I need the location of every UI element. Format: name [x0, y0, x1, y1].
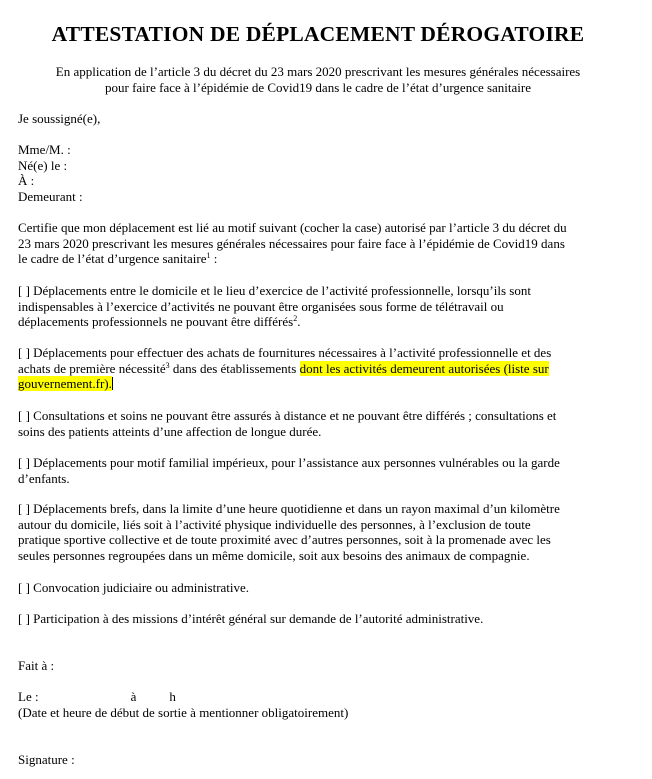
- name-label: Mme/M. :: [18, 142, 71, 157]
- birth-date-label: Né(e) le :: [18, 158, 68, 173]
- reason-work: [18, 283, 628, 330]
- certify-line-end: :: [210, 251, 218, 266]
- signature-label: Signature :: [18, 752, 75, 767]
- address-label: Demeurant :: [18, 189, 83, 204]
- reason-line: [18, 361, 628, 377]
- reason-line: [18, 314, 628, 330]
- highlighted-text: dont les activités demeurent autorisées (liste sur: [299, 360, 549, 376]
- certify-line: [18, 251, 628, 267]
- certify-line: Certifie que mon déplacement est lié au motif suivant (cocher la case) autorisé par l’article 3 du décret du: [18, 220, 567, 235]
- reason-line: pratique sportive collective et de toute proximité avec d’autres personnes, soit à la promenade avec les: [18, 532, 551, 547]
- hour-label: h: [169, 689, 176, 704]
- reason-line: [18, 376, 628, 392]
- reason-family: [18, 455, 628, 486]
- reason-health: [18, 408, 628, 439]
- time-at-label: à: [130, 689, 137, 704]
- reason-line-text: achats de première nécessité: [18, 360, 166, 376]
- date-label: Le :: [18, 689, 39, 704]
- document-title: ATTESTATION DE DÉPLACEMENT DÉROGATOIRE: [51, 22, 585, 46]
- date-note: (Date et heure de début de sortie à mentionner obligatoirement): [18, 705, 349, 720]
- subtitle-line: pour faire face à l’épidémie de Covid19 dans le cadre de l’état d’urgence sanitaire: [104, 80, 532, 95]
- reason-summons: [ ] Convocation judiciaire ou administrative.: [18, 580, 250, 595]
- reason-line: indispensables à l’exercice d’activités ne pouvant être organisées sous forme de télétravail ou: [18, 298, 504, 314]
- reason-general-interest: [ ] Participation à des missions d’intérêt général sur demande de l’autorité administrative.: [18, 611, 484, 626]
- certify-paragraph: [18, 220, 628, 267]
- reason-line: d’enfants.: [18, 470, 70, 486]
- text-cursor: [112, 377, 113, 390]
- footnote-ref: 1: [206, 251, 211, 260]
- subtitle-line: En application de l’article 3 du décret du 23 mars 2020 prescrivant les mesures générales nécessaires: [55, 64, 581, 79]
- reason-short-outing: [18, 501, 628, 563]
- reason-line: [ ] Consultations et soins ne pouvant être assurés à distance et ne pouvant être différés ; consultations et: [18, 408, 557, 423]
- intro-text: Je soussigné(e),: [18, 111, 101, 126]
- reason-line-text: déplacements professionnels ne pouvant être différés: [18, 314, 294, 329]
- reason-line: [ ] Déplacements entre le domicile et le lieu d’exercice de l’activité professionnelle, lorsqu’ils sont: [18, 283, 531, 298]
- certify-line: 23 mars 2020 prescrivant les mesures générales nécessaires pour faire face à l’épidémie de Covid19 dans: [18, 235, 565, 251]
- footnote-ref: 3: [165, 360, 170, 370]
- made-at-label: Fait à :: [18, 658, 55, 673]
- reason-line-text: dans des établissements: [169, 360, 300, 376]
- reason-line: soins des patients atteints d’une affection de longue durée.: [18, 423, 322, 439]
- reason-line: seules personnes regroupées dans un même domicile, soit aux besoins des animaux de compagnie.: [18, 547, 530, 563]
- certify-line-text: le cadre de l’état d’urgence sanitaire: [18, 251, 207, 266]
- document-subtitle: [0, 64, 636, 96]
- reason-line: [ ] Déplacements pour effectuer des achats de fournitures nécessaires à l’activité professionnelle et des: [18, 345, 552, 360]
- date-line: [18, 689, 176, 705]
- birth-place-label: À :: [18, 173, 35, 188]
- reason-purchases: [18, 345, 628, 392]
- reason-line-end: .: [297, 314, 301, 329]
- reason-line: autour du domicile, liés soit à l’activité physique individuelle des personnes, à l’exclusion de toute: [18, 516, 531, 532]
- reason-line: [ ] Déplacements pour motif familial impérieux, pour l’assistance aux personnes vulnérables ou la garde: [18, 455, 560, 470]
- highlighted-text: gouvernement.fr).: [18, 376, 112, 391]
- reason-line: [ ] Déplacements brefs, dans la limite d’une heure quotidienne et dans un rayon maximal d’un kilomètre: [18, 501, 560, 516]
- footnote-ref: 2: [293, 314, 298, 323]
